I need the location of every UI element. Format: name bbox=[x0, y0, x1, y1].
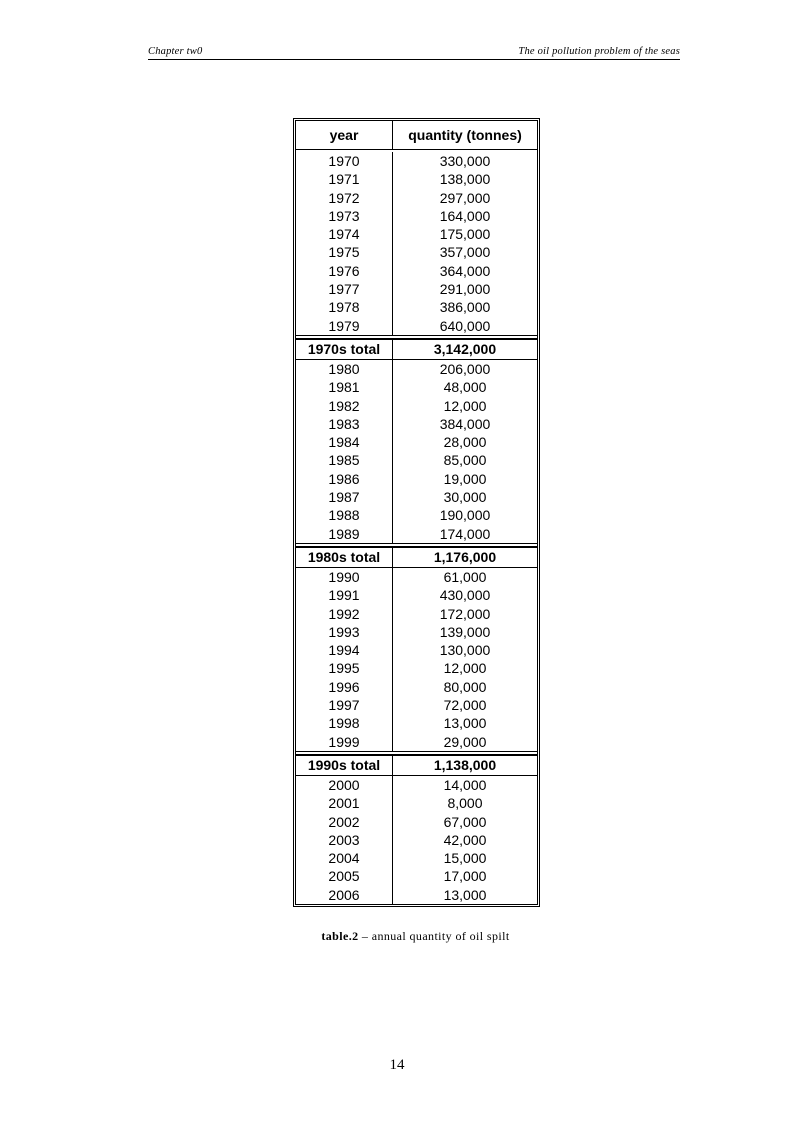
chapter-title: Chapter tw0 bbox=[148, 46, 203, 57]
year-cell: 1980 bbox=[328, 360, 360, 377]
year-cell: 1984 bbox=[328, 434, 360, 451]
quantity-cell: 175,000 bbox=[392, 225, 537, 243]
year-cell: 1979 bbox=[328, 317, 360, 334]
table-row bbox=[296, 152, 537, 170]
quantity-cell: 206,000 bbox=[392, 360, 537, 378]
table-row bbox=[296, 470, 537, 488]
year-cell: 1999 bbox=[328, 733, 360, 750]
year-cell: 1987 bbox=[328, 489, 360, 506]
table-header-row bbox=[296, 121, 537, 150]
table-row bbox=[296, 849, 537, 867]
table-row bbox=[296, 678, 537, 696]
year-cell: 1992 bbox=[328, 605, 360, 622]
quantity-cell: 12,000 bbox=[392, 397, 537, 415]
table-row bbox=[296, 813, 537, 831]
table-row bbox=[296, 360, 537, 378]
caption-label: table.2 bbox=[321, 929, 359, 943]
quantity-cell: 297,000 bbox=[392, 189, 537, 207]
quantity-cell: 29,000 bbox=[392, 733, 537, 751]
year-cell: 1975 bbox=[328, 244, 360, 261]
total-value-cell: 1,138,000 bbox=[392, 756, 537, 775]
quantity-cell: 190,000 bbox=[392, 506, 537, 524]
year-cell: 1986 bbox=[328, 470, 360, 487]
quantity-cell: 174,000 bbox=[392, 525, 537, 543]
table-row bbox=[296, 623, 537, 641]
year-cell: 1991 bbox=[328, 587, 360, 604]
oil-spill-table bbox=[293, 118, 540, 907]
table-row bbox=[296, 170, 537, 188]
table-group bbox=[296, 150, 537, 336]
quantity-cell: 172,000 bbox=[392, 605, 537, 623]
table-group bbox=[296, 776, 537, 904]
year-cell: 2006 bbox=[328, 886, 360, 903]
year-cell: 1973 bbox=[328, 207, 360, 224]
table-row bbox=[296, 506, 537, 524]
quantity-cell: 291,000 bbox=[392, 280, 537, 298]
year-cell: 1983 bbox=[328, 415, 360, 432]
page-number: 14 bbox=[389, 1057, 405, 1073]
table-row bbox=[296, 415, 537, 433]
year-cell: 1978 bbox=[328, 299, 360, 316]
year-cell: 2004 bbox=[328, 850, 360, 867]
table-row bbox=[296, 831, 537, 849]
year-cell: 2003 bbox=[328, 831, 360, 848]
table-row bbox=[296, 641, 537, 659]
caption-text: – annual quantity of oil spilt bbox=[358, 929, 510, 943]
year-cell: 1981 bbox=[328, 379, 360, 396]
total-value-cell: 3,142,000 bbox=[392, 340, 537, 359]
quantity-cell: 80,000 bbox=[392, 678, 537, 696]
table-row bbox=[296, 397, 537, 415]
quantity-cell: 48,000 bbox=[392, 378, 537, 396]
table-row bbox=[296, 714, 537, 732]
quantity-cell: 15,000 bbox=[392, 849, 537, 867]
table-row bbox=[296, 488, 537, 506]
year-cell: 1971 bbox=[328, 171, 360, 188]
table-row bbox=[296, 298, 537, 316]
column-header-quantity: quantity (tonnes) bbox=[392, 121, 537, 149]
table-row bbox=[296, 378, 537, 396]
year-cell: 1970 bbox=[328, 153, 360, 169]
table-row bbox=[296, 605, 537, 623]
total-label-cell: 1980s total bbox=[307, 548, 381, 565]
table-row bbox=[296, 280, 537, 298]
year-cell: 1996 bbox=[328, 678, 360, 695]
table-group bbox=[296, 568, 537, 752]
table-row bbox=[296, 776, 537, 794]
quantity-cell: 364,000 bbox=[392, 262, 537, 280]
quantity-cell: 139,000 bbox=[392, 623, 537, 641]
year-cell: 1972 bbox=[328, 189, 360, 206]
table-group bbox=[296, 360, 537, 544]
quantity-cell: 28,000 bbox=[392, 433, 537, 451]
quantity-cell: 8,000 bbox=[392, 794, 537, 812]
quantity-cell: 430,000 bbox=[392, 586, 537, 604]
table-row bbox=[296, 525, 537, 543]
year-cell: 1977 bbox=[328, 281, 360, 298]
quantity-cell: 330,000 bbox=[392, 152, 537, 170]
year-cell: 2005 bbox=[328, 868, 360, 885]
quantity-cell: 13,000 bbox=[392, 714, 537, 732]
table-caption bbox=[293, 929, 538, 944]
table-row bbox=[296, 225, 537, 243]
table-row bbox=[296, 189, 537, 207]
quantity-cell: 72,000 bbox=[392, 696, 537, 714]
quantity-cell: 384,000 bbox=[392, 415, 537, 433]
year-cell: 2001 bbox=[328, 795, 360, 812]
quantity-cell: 85,000 bbox=[392, 451, 537, 469]
total-label-cell: 1970s total bbox=[307, 340, 381, 357]
table-row bbox=[296, 262, 537, 280]
quantity-cell: 164,000 bbox=[392, 207, 537, 225]
year-cell: 1994 bbox=[328, 642, 360, 659]
decade-total-row bbox=[296, 755, 537, 776]
quantity-cell: 14,000 bbox=[392, 776, 537, 794]
table-row bbox=[296, 733, 537, 751]
table-row bbox=[296, 696, 537, 714]
table-row bbox=[296, 886, 537, 904]
quantity-cell: 12,000 bbox=[392, 659, 537, 677]
year-cell: 1976 bbox=[328, 262, 360, 279]
table-row bbox=[296, 659, 537, 677]
year-cell: 1997 bbox=[328, 697, 360, 714]
year-cell: 1993 bbox=[328, 623, 360, 640]
total-label-cell: 1990s total bbox=[307, 756, 381, 773]
quantity-cell: 640,000 bbox=[392, 317, 537, 335]
decade-total-row bbox=[296, 339, 537, 360]
year-cell: 2000 bbox=[328, 776, 360, 793]
year-cell: 1995 bbox=[328, 660, 360, 677]
quantity-cell: 61,000 bbox=[392, 568, 537, 586]
decade-total-row bbox=[296, 547, 537, 568]
year-cell: 1982 bbox=[328, 397, 360, 414]
quantity-cell: 30,000 bbox=[392, 488, 537, 506]
quantity-cell: 130,000 bbox=[392, 641, 537, 659]
quantity-cell: 19,000 bbox=[392, 470, 537, 488]
quantity-cell: 13,000 bbox=[392, 886, 537, 904]
quantity-cell: 42,000 bbox=[392, 831, 537, 849]
table-inner bbox=[295, 120, 538, 905]
quantity-cell: 17,000 bbox=[392, 867, 537, 885]
quantity-cell: 138,000 bbox=[392, 170, 537, 188]
year-cell: 1990 bbox=[328, 568, 360, 585]
table-row bbox=[296, 207, 537, 225]
table-row bbox=[296, 568, 537, 586]
year-cell: 1974 bbox=[328, 226, 360, 243]
table-row bbox=[296, 794, 537, 812]
column-header-year: year bbox=[329, 127, 359, 143]
total-value-cell: 1,176,000 bbox=[392, 548, 537, 567]
table-row bbox=[296, 867, 537, 885]
table-row bbox=[296, 317, 537, 335]
table-row bbox=[296, 433, 537, 451]
year-cell: 1985 bbox=[328, 452, 360, 469]
year-cell: 1989 bbox=[328, 525, 360, 542]
quantity-cell: 357,000 bbox=[392, 243, 537, 261]
table-row bbox=[296, 451, 537, 469]
quantity-cell: 67,000 bbox=[392, 813, 537, 831]
table-row bbox=[296, 243, 537, 261]
table-row bbox=[296, 586, 537, 604]
section-title: The oil pollution problem of the seas bbox=[518, 46, 680, 57]
header-rule bbox=[148, 59, 680, 60]
quantity-cell: 386,000 bbox=[392, 298, 537, 316]
year-cell: 2002 bbox=[328, 813, 360, 830]
year-cell: 1998 bbox=[328, 715, 360, 732]
year-cell: 1988 bbox=[328, 507, 360, 524]
